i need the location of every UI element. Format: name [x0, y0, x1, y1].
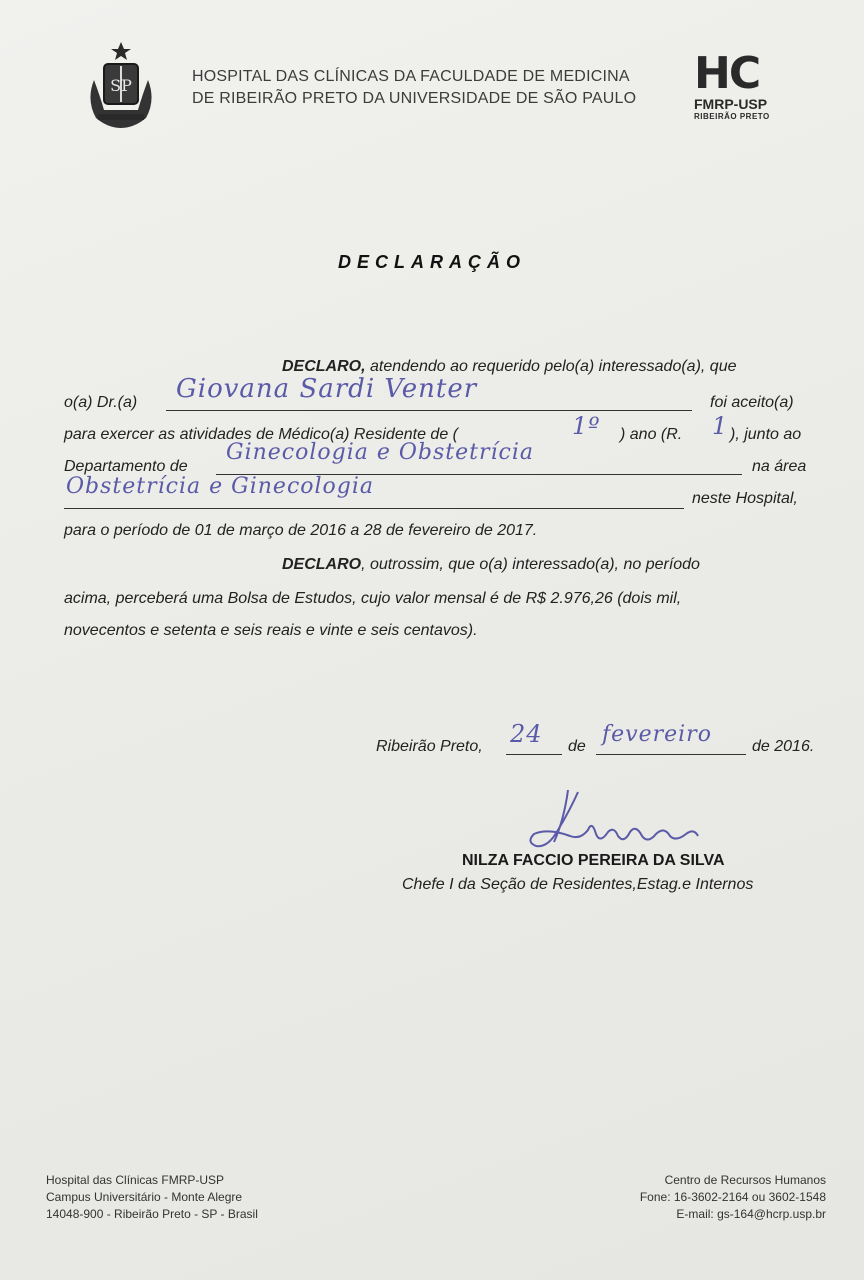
date-day-line [506, 754, 562, 755]
date-year: de 2016. [752, 738, 815, 755]
resident-text-post: ), junto ao [730, 426, 802, 443]
hc-logo-mark: HC [694, 48, 760, 99]
declaro-heading-1: DECLARO, [282, 358, 366, 375]
doctor-name-line [166, 410, 692, 411]
date-month-line [596, 754, 746, 755]
signatory-role: Chefe I da Seção de Residentes,Estag.e Internos [402, 876, 754, 893]
paragraph-2-line-2: acima, perceberá uma Bolsa de Estudos, cujo valor mensal é de R$ 2.976,26 (dois mil, [64, 590, 682, 607]
paragraph-2-text: , outrossim, que o(a) interessado(a), no período [361, 556, 700, 573]
declaro-heading-2: DECLARO [282, 556, 362, 573]
footer-address-line-3: 14048-900 - Ribeirão Preto - SP - Brasil [46, 1207, 258, 1221]
period-text: para o período de 01 de março de 2016 a 28 de fevereiro de 2017. [64, 522, 538, 539]
sao-paulo-seal-logo [84, 40, 158, 132]
resident-text-mid: ) ano (R. [620, 426, 683, 443]
department-label: Departamento de [64, 458, 188, 475]
resident-text-pre: para exercer as atividades de Médico(a) Residente de ( [64, 426, 458, 443]
svg-text:SP: SP [110, 76, 132, 95]
footer-address [46, 1172, 258, 1223]
footer-contact-line-1: Centro de Recursos Humanos [664, 1173, 826, 1187]
date-city: Ribeirão Preto, [376, 738, 483, 755]
residency-level-handwritten: 1 [712, 412, 729, 440]
year-handwritten: 1º [572, 412, 601, 440]
department-handwritten: Ginecologia e Obstetrícia [226, 440, 535, 465]
date-de: de [568, 738, 586, 755]
area-handwritten: Obstetrícia e Ginecologia [66, 474, 375, 499]
hc-logo-unit: FMRP-USP [694, 96, 768, 112]
hospital-name [192, 66, 636, 110]
footer-address-line-1: Hospital das Clínicas FMRP-USP [46, 1173, 225, 1187]
na-area-text: na área [752, 458, 807, 475]
handwritten-signature [518, 790, 708, 854]
hc-logo-city: RIBEIRÃO PRETO [694, 112, 770, 121]
footer-contact-line-2: Fone: 16-3602-2164 ou 3602-1548 [639, 1190, 826, 1204]
hc-fmrp-usp-logo [694, 48, 786, 124]
date-day-handwritten: 24 [510, 720, 543, 748]
hospital-name-line-1: HOSPITAL DAS CLÍNICAS DA FACULDADE DE MEDICINA [192, 68, 630, 85]
paragraph-2-line-3: novecentos e setenta e seis reais e vinte e seis centavos). [64, 622, 478, 639]
hospital-name-line-2: DE RIBEIRÃO PRETO DA UNIVERSIDADE DE SÃO PAULO [192, 90, 637, 107]
date-month-handwritten: fevereiro [602, 722, 712, 747]
footer-contact [640, 1172, 826, 1223]
neste-hospital-text: neste Hospital, [692, 490, 798, 507]
paragraph-1-text: atendendo ao requerido pelo(a) interessado(a), que [370, 358, 737, 375]
footer-contact-line-3: E-mail: gs-164@hcrp.usp.br [676, 1207, 826, 1221]
signatory-name: NILZA FACCIO PEREIRA DA SILVA [462, 852, 725, 869]
footer-address-line-2: Campus Universitário - Monte Alegre [46, 1190, 243, 1204]
doctor-name-handwritten: Giovana Sardi Venter [176, 374, 478, 404]
aceito-text: foi aceito(a) [710, 394, 794, 411]
area-line [64, 508, 684, 509]
paragraph-2-line-1 [282, 556, 700, 574]
doctor-label: o(a) Dr.(a) [64, 394, 138, 411]
document-title: DECLARAÇÃO [338, 252, 526, 272]
